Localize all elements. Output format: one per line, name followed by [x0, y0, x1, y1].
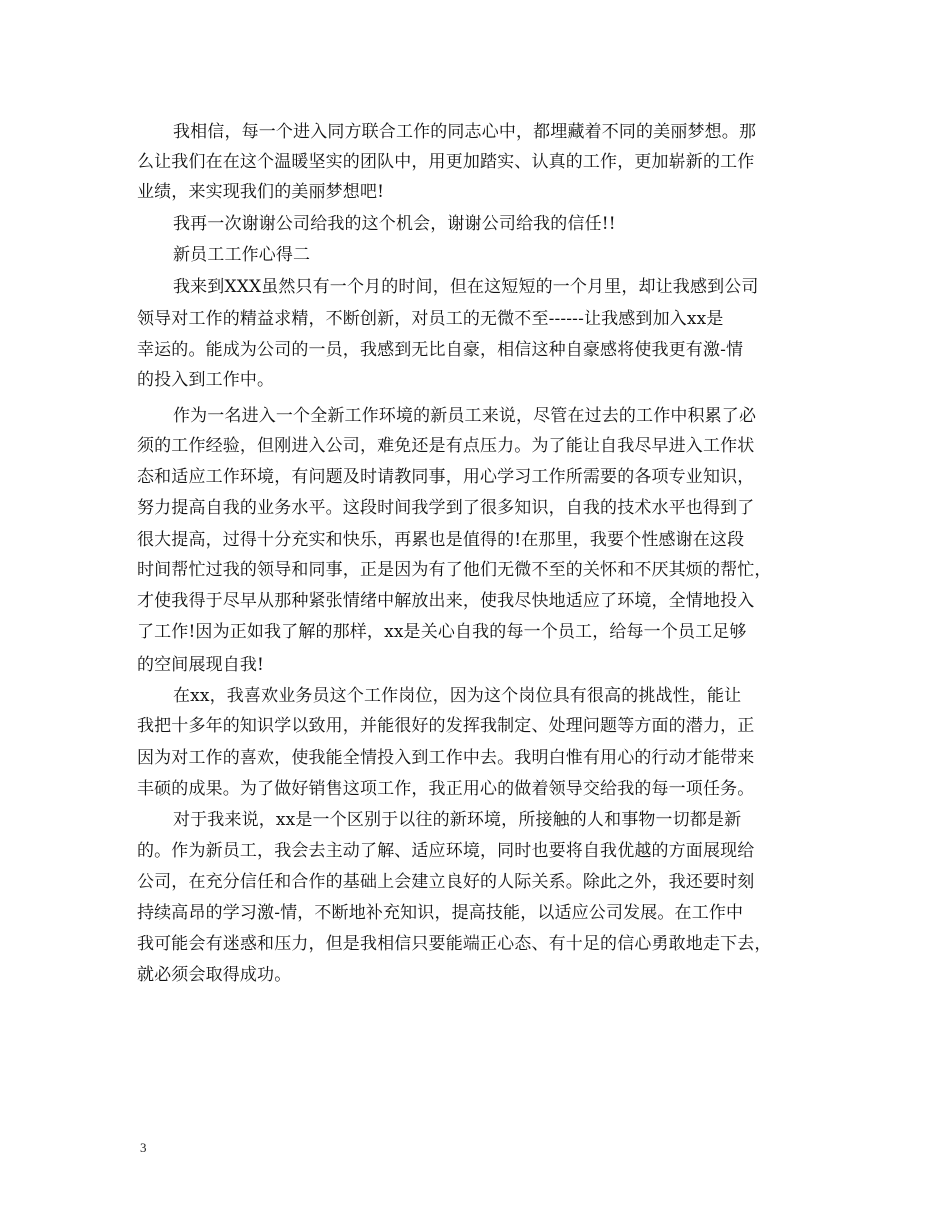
paragraph-line: 持续高昂的学习激-情，不断地补充知识，提高技能，以适应公司发展。在工作中	[137, 903, 744, 923]
paragraph-line: 公司，在充分信任和合作的基础上会建立良好的人际关系。除此之外，我还要时刻	[137, 872, 755, 892]
paragraph-line: 我可能会有迷惑和压力，但是我相信只要能端正心态、有十足的信心勇敢地走下去，	[137, 934, 772, 954]
page-number: 3	[140, 1140, 147, 1155]
paragraph-line: 时间帮忙过我的领导和同事，正是因为有了他们无微不至的关怀和不厌其烦的帮忙，	[137, 560, 772, 580]
paragraph-line: 的。作为新员工，我会去主动了解、适应环境，同时也要将自我优越的方面展现给	[137, 841, 755, 861]
paragraph-line: 须的工作经验，但刚进入公司，难免还是有点压力。为了能让自我尽早进入工作状	[137, 436, 755, 456]
paragraph-line: 在xx，我喜欢业务员这个工作岗位，因为这个岗位具有很高的挑战性，能让	[173, 686, 742, 706]
paragraph-line: 就必须会取得成功。	[137, 965, 292, 985]
paragraph-line: 我把十多年的知识学以致用，并能很好的发挥我制定、处理问题等方面的潜力，正	[137, 716, 755, 736]
paragraph-line: 才使我得于尽早从那种紧张情绪中解放出来，使我尽快地适应了环境，全情地投入	[137, 591, 755, 611]
paragraph-line: 我相信，每一个进入同方联合工作的同志心中，都埋藏着不同的美丽梦想。那	[173, 122, 757, 142]
paragraph-line: 么让我们在在这个温暖坚实的团队中，用更加踏实、认真的工作，更加崭新的工作	[137, 152, 755, 172]
paragraph-line: 幸运的。能成为公司的一员，我感到无比自豪，相信这种自豪感将使我更有激-情	[137, 340, 744, 360]
paragraph-line: 业绩，来实现我们的美丽梦想吧!	[137, 182, 385, 202]
paragraph-line: 我再一次谢谢公司给我的这个机会，谢谢公司给我的信任!!	[173, 214, 616, 234]
paragraph-line: 努力提高自我的业务水平。这段时间我学到了很多知识，自我的技术水平也得到了	[137, 498, 755, 518]
paragraph-line: 作为一名进入一个全新工作环境的新员工来说，尽管在过去的工作中积累了必	[173, 406, 757, 426]
paragraph-line: 的投入到工作中。	[137, 370, 275, 390]
section-heading: 新员工工作心得二	[173, 245, 311, 265]
paragraph-line: 对于我来说，xx是一个区别于以往的新环境，所接触的人和事物一切都是新	[173, 810, 742, 830]
paragraph-line: 态和适应工作环境，有问题及时请教同事，用心学习工作所需要的各项专业知识，	[137, 467, 755, 487]
paragraph-line: 因为对工作的喜欢，使我能全情投入到工作中去。我明白惟有用心的行动才能带来	[137, 748, 755, 768]
paragraph-line: 我来到XXX虽然只有一个月的时间，但在这短短的一个月里，却让我感到公司	[173, 277, 759, 297]
paragraph-line: 很大提高，过得十分充实和快乐，再累也是值得的!在那里，我要个性感谢在这段	[137, 530, 745, 550]
paragraph-line: 了工作!因为正如我了解的那样，xx是关心自我的每一个员工，给每一个员工足够	[137, 622, 747, 642]
paragraph-line: 丰硕的成果。为了做好销售这项工作，我正用心的做着领导交给我的每一项任务。	[137, 779, 755, 799]
paragraph-line: 领导对工作的精益求精，不断创新，对员工的无微不至------让我感到加入xx是	[137, 309, 724, 329]
paragraph-line: 的空间展现自我!	[137, 655, 265, 675]
